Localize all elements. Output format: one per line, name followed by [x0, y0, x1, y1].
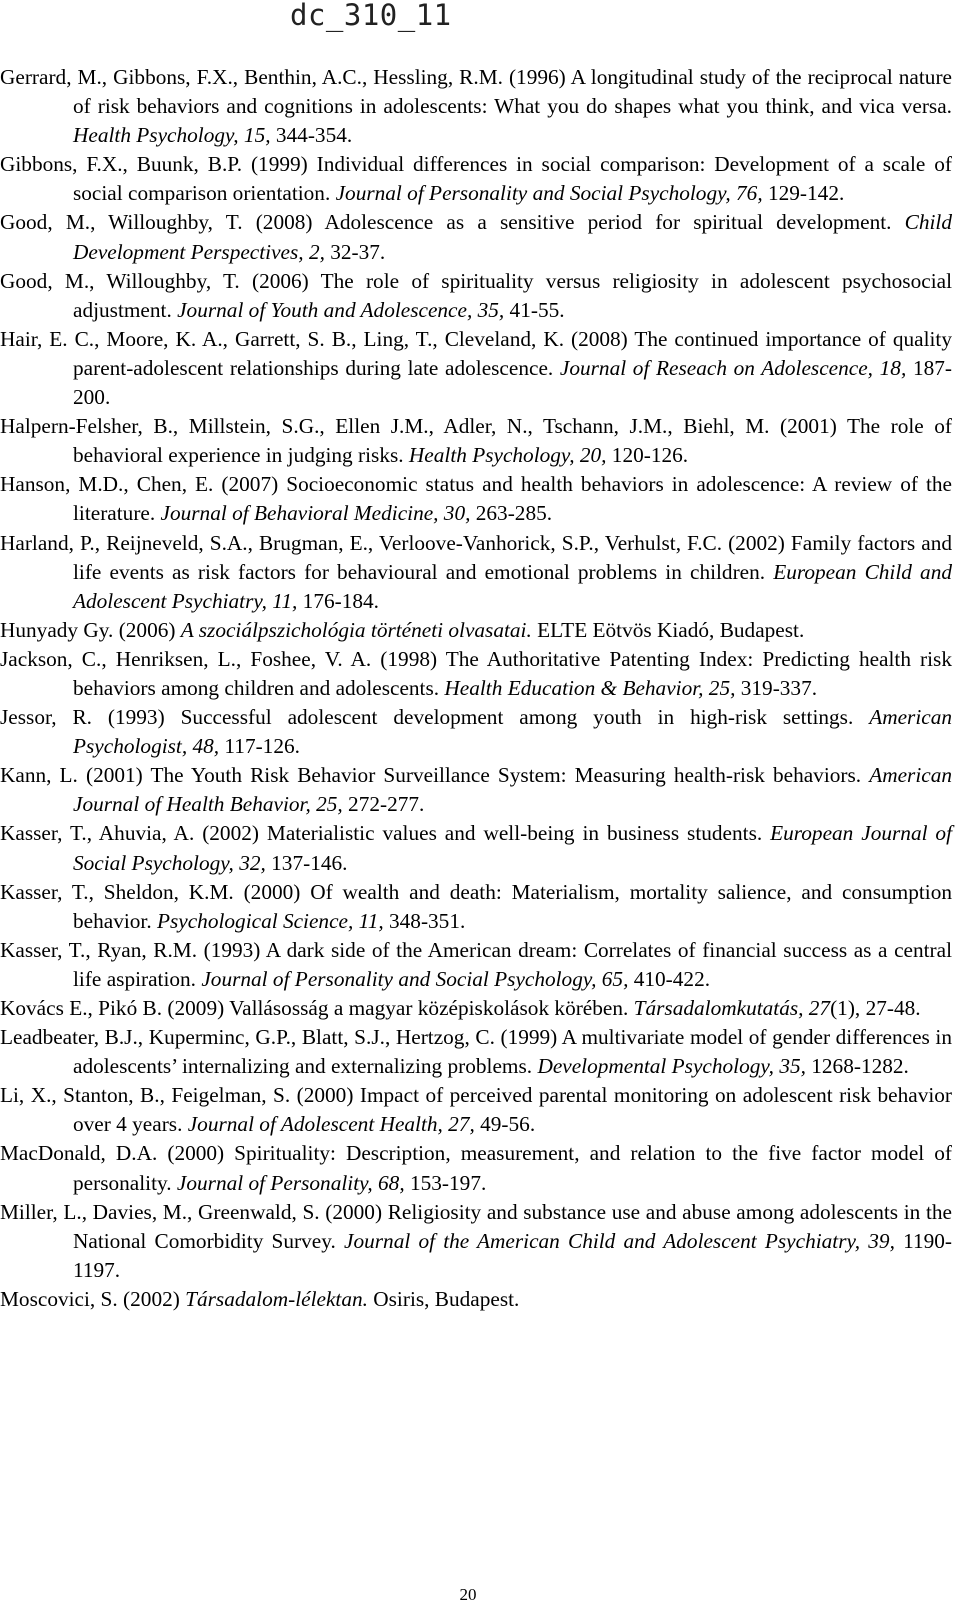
reference-text: Jackson, C., Henriksen, L., Foshee, V. A. (1998) The Authoritative Patenting Index: Predicting health risk behaviors among children and adolescents. — [0, 646, 952, 700]
reference-pages: 344-354. — [270, 123, 353, 148]
reference-pages: 153-197. — [404, 1170, 487, 1195]
reference-entry — [0, 208, 952, 266]
reference-entry — [0, 1081, 952, 1139]
reference-journal: Child Development Perspectives, 2, — [73, 210, 952, 264]
reference-entry — [0, 267, 952, 325]
reference-journal: Társadalomkutatás, 27 — [633, 996, 831, 1020]
reference-journal: Health Psychology, 15, — [73, 123, 271, 148]
reference-pages: 263-285. — [470, 501, 553, 526]
reference-text: MacDonald, D.A. (2000) Spirituality: Description, measurement, and relation to the five factor model of personality. — [0, 1141, 952, 1195]
reference-pages: 187-200. — [73, 355, 952, 410]
reference-journal: Journal of Behavioral Medicine, 30, — [160, 501, 471, 526]
reference-publisher: Osiris, Budapest. — [367, 1286, 520, 1311]
page-number: 20 — [459, 1585, 477, 1604]
reference-entry — [0, 703, 952, 761]
reference-text: Hair, E. C., Moore, K. A., Garrett, S. B., Ling, T., Cleveland, K. (2008) The continued importance of quality parent-adolescent relationships during late adolescence. — [0, 326, 952, 380]
reference-journal: Psychological Science, 11, — [156, 908, 384, 933]
reference-entry — [0, 1023, 952, 1081]
reference-pages: 410-422. — [628, 966, 711, 991]
reference-entry — [0, 325, 952, 412]
reference-entry — [0, 936, 952, 994]
reference-journal: Health Education & Behavior, 25, — [444, 675, 736, 700]
reference-text: Hunyady Gy. (2006) — [0, 617, 181, 642]
reference-journal: European Journal of Social Psychology, 32, — [73, 821, 952, 875]
reference-pages: 129-142. — [762, 181, 845, 206]
reference-text: Kasser, T., Ahuvia, A. (2002) Materialistic values and well-being in business students. — [0, 821, 771, 846]
reference-entry — [0, 645, 952, 703]
document-header-id: dc_310_11 — [290, 0, 452, 32]
reference-entry — [0, 1139, 952, 1197]
reference-journal: Journal of Personality and Social Psychology, 76, — [335, 181, 763, 206]
reference-journal: Journal of Youth and Adolescence, 35, — [177, 297, 505, 322]
reference-text: Kann, L. (2001) The Youth Risk Behavior Surveillance System: Measuring health-risk behaviors. — [0, 763, 870, 788]
reference-entry — [0, 150, 952, 208]
reference-text: Gibbons, F.X., Buunk, B.P. (1999) Individual differences in social comparison: Development of a scale of social comparison orientation. — [0, 152, 952, 206]
reference-entry — [0, 616, 952, 645]
reference-entry — [0, 63, 952, 150]
reference-entry — [0, 878, 952, 936]
reference-text: Good, M., Willoughby, T. (2008) Adolescence as a sensitive period for spiritual development. — [0, 210, 905, 235]
reference-journal: Developmental Psychology, 35, — [537, 1054, 806, 1079]
reference-text: Kovács E., Pikó B. (2009) Vallásosság a magyar középiskolások körében. — [0, 996, 634, 1020]
reference-publisher: ELTE Eötvös Kiadó, Budapest. — [531, 617, 805, 642]
reference-text: Hanson, M.D., Chen, E. (2007) Socioeconomic status and health behaviors in adolescence: A review of the literature. — [0, 472, 952, 526]
reference-text: Halpern-Felsher, B., Millstein, S.G., Ellen J.M., Adler, N., Tschann, J.M., Biehl, M. (2001) The role of behavioral experience in judging risks. — [0, 414, 952, 468]
reference-journal: Journal of Reseach on Adolescence, 18, — [559, 355, 907, 380]
reference-journal: American Journal of Health Behavior, 25, — [73, 763, 952, 817]
reference-journal: European Child and Adolescent Psychiatry, 11, — [73, 559, 952, 613]
reference-entry — [0, 1285, 952, 1314]
reference-pages: 117-126. — [219, 734, 300, 759]
reference-entry — [0, 761, 952, 819]
reference-journal: Journal of Personality, 68, — [176, 1170, 405, 1195]
reference-text: Jessor, R. (1993) Successful adolescent development among youth in high-risk settings. — [0, 705, 870, 730]
reference-pages: 32-37. — [324, 239, 386, 264]
reference-text: Good, M., Willoughby, T. (2006) The role of spirituality versus religiosity in adolescent psychosocial adjustment. — [0, 268, 952, 322]
reference-text: Leadbeater, B.J., Kuperminc, G.P., Blatt, S.J., Hertzog, C. (1999) A multivariate model of gender differences in adolescents’ internalizing and externalizing problems. — [0, 1025, 952, 1079]
reference-journal: Journal of Adolescent Health, 27, — [187, 1112, 475, 1137]
reference-pages: 1268-1282. — [805, 1054, 909, 1079]
reference-journal: Journal of the American Child and Adolescent Psychiatry, 39, — [344, 1228, 895, 1253]
reference-text: Harland, P., Reijneveld, S.A., Brugman, E., Verloove-Vanhorick, S.P., Verhulst, F.C. (2002) Family factors and life events as risk factors for behavioural and emotional problems in children. — [0, 530, 952, 584]
reference-pages: 49-56. — [474, 1112, 536, 1137]
reference-list — [0, 63, 952, 1314]
reference-journal: Health Psychology, 20, — [408, 443, 607, 468]
reference-pages: 176-184. — [297, 588, 379, 613]
reference-entry — [0, 819, 952, 877]
reference-journal: American Psychologist, 48, — [73, 705, 952, 759]
reference-pages: 120-126. — [606, 443, 689, 468]
reference-entry — [0, 994, 952, 1023]
reference-book-title: Társadalom-lélektan. — [185, 1286, 368, 1311]
reference-pages: 137-146. — [265, 850, 348, 875]
reference-text: Kasser, T., Ryan, R.M. (1993) A dark side of the American dream: Correlates of financial success as a central life aspiration. — [0, 937, 952, 991]
reference-pages: 348-351. — [383, 908, 466, 933]
reference-entry — [0, 529, 952, 616]
reference-text: Miller, L., Davies, M., Greenwald, S. (2000) Religiosity and substance use and abuse among adolescents in the National Comorbidity Survey. — [0, 1199, 952, 1253]
reference-pages: 1190-1197. — [73, 1228, 952, 1282]
reference-entry — [0, 412, 952, 470]
reference-pages: (1), 27-48. — [830, 996, 921, 1020]
reference-entry — [0, 470, 952, 528]
reference-text: Kasser, T., Sheldon, K.M. (2000) Of wealth and death: Materialism, mortality salience, and consumption behavior. — [0, 879, 952, 933]
reference-text: Li, X., Stanton, B., Feigelman, S. (2000) Impact of perceived parental monitoring on adolescent risk behavior over 4 years. — [0, 1083, 952, 1137]
reference-text: Gerrard, M., Gibbons, F.X., Benthin, A.C., Hessling, R.M. (1996) A longitudinal study of the reciprocal nature of risk behaviors and cognitions in adolescents: What you do shapes what you think, and vica versa. — [0, 65, 952, 119]
reference-text: Moscovici, S. (2002) — [0, 1286, 186, 1311]
reference-book-title: A szociálpszichológia történeti olvasatai. — [180, 617, 532, 642]
reference-pages: 41-55. — [504, 297, 565, 322]
reference-journal: Journal of Personality and Social Psychology, 65, — [201, 966, 629, 991]
reference-pages: 272-277. — [342, 792, 425, 817]
reference-pages: 319-337. — [735, 675, 818, 700]
reference-entry — [0, 1198, 952, 1285]
